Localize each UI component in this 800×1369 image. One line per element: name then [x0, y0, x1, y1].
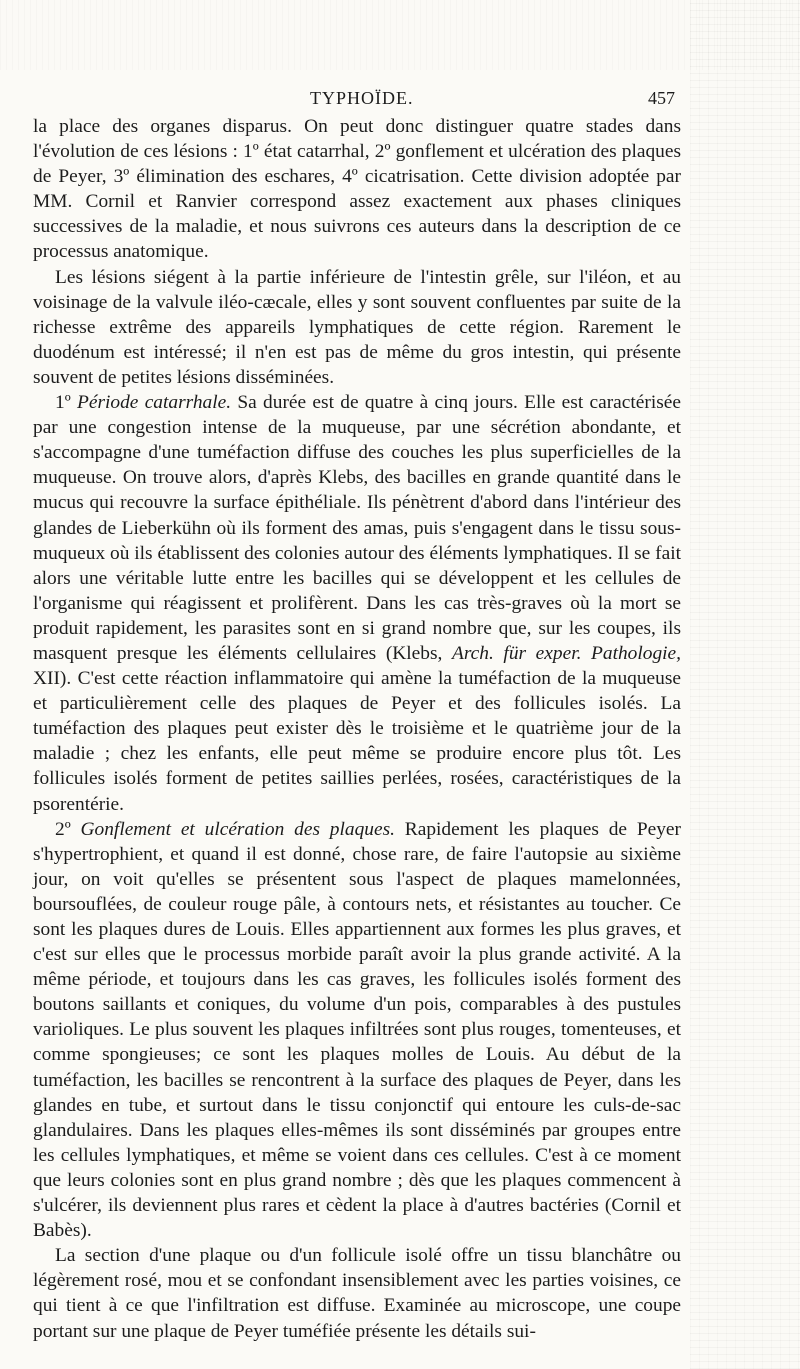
scan-right-margin-noise: [690, 0, 800, 1369]
paragraph-3-text-b: XII). C'est cette réaction inflammatoire qui amène la tuméfaction de la muqueuse et particulièrement celle des plaques de Peyer et des follicules isolés. La tuméfaction des plaques peut exister dès le troisième et le quatrième jour de la maladie ; chez les enfants, elle peut même se produire encore plus tôt. Les follicules isolés forment de petites saillies perlées, rosées, caractéristiques de la psorentérie.: [33, 668, 681, 815]
scan-top-margin: [0, 0, 800, 70]
citation-journal-title: Arch. für exper. Pathologie,: [452, 642, 681, 664]
paragraph-5: La section d'une plaque ou d'un follicule isolé offre un tissu blanchâtre ou légèrement rosé, mou et se confondant insensiblement avec les parties voisines, ce qui tient à ce que l'infiltration est diffuse. Examinée au microscope, une coupe portant sur une plaque de Peyer tuméfiée présente les détails sui-: [33, 1245, 681, 1342]
paragraph-4-text: Rapidement les plaques de Peyer s'hypertrophient, et quand il est donné, chose rare, de faire l'autopsie au sixième jour, on voit qu'elles se présentent sous l'aspect de plaques mamelonnées, boursouflées, de couleur rouge pâle, à contours nets, et résistantes au toucher. Ce sont les plaques dures de Louis. Elles appartiennent aux formes les plus graves, et c'est sur elles que le processus morbide paraît avoir la plus grande activité. A la même période, et toujours dans les cas graves, les follicules isolés forment des boutons saillants et coniques, du volume d'un pois, comparables à des pustules varioliques. Le plus souvent les plaques infiltrées sont plus rouges, tomenteuses, et comme spongieuses; ce sont les plaques molles de Louis. Au début de la tuméfaction, les bacilles se rencontrent à la surface des plaques de Peyer, dans les glandes en tube, et surtout dans le tissu conjonctif qui entoure les culs-de-sac glandulaires. Dans les plaques elles-mêmes ils sont disséminés par groupes entre les cellules lymphatiques, et même se voient dans ces cellules. C'est à ce moment que leurs colonies sont en plus grand nombre ; dès que les plaques commencent à s'ulcérer, ils deviennent plus rares et cèdent la place à d'autres bactéries (Cornil et Babès).: [33, 818, 681, 1242]
running-title: TYPHOÏDE.: [310, 88, 414, 108]
paragraph-3: [33, 390, 681, 817]
page-header: [0, 88, 690, 114]
section-number-1: 1º: [55, 392, 78, 414]
section-number-2: 2º: [55, 818, 81, 840]
section-heading-periode-catarrhale: Période catarrhale.: [77, 392, 232, 414]
paragraph-4: [33, 817, 681, 1244]
paragraph-3-text-a: Sa durée est de quatre à cinq jours. Elle est caractérisée par une congestion intense de la muqueuse, par une sécrétion abondante, et s'accompagne d'une tuméfaction diffuse des couches les plus superficielles de la muqueuse. On trouve alors, d'après Klebs, des bacilles en grande quantité dans le mucus qui recouvre la surface épithéliale. Ils pénètrent d'abord dans l'intérieur des glandes de Lieberkühn où ils forment des amas, puis s'engagent dans le tissu sous-muqueux où ils établissent des colonies autour des éléments lymphatiques. Il se fait alors une véritable lutte entre les bacilles qui se développent et les cellules de l'organisme qui réagissent et prolifèrent. Dans les cas très-graves où la mort se produit rapidement, les parasites sont en si grand nombre que, sur les coupes, ils masquent presque les éléments cellulaires (Klebs,: [33, 392, 681, 664]
paragraph-2: Les lésions siégent à la partie inférieure de l'intestin grêle, sur l'iléon, et au voisinage de la valvule iléo-cæcale, elles y sont souvent confluentes par suite de la richesse extrême des appareils lymphatiques de cette région. Rarement le duodénum est intéressé; il n'en est pas de même du gros intestin, qui présente souvent de petites lésions disséminées.: [33, 266, 681, 388]
paragraph-1: la place des organes disparus. On peut donc distinguer quatre stades dans l'évolution de ces lésions : 1º état catarrhal, 2º gonflement et ulcération des plaques de Peyer, 3º élimination des eschares, 4º cicatrisation. Cette division adoptée par MM. Cornil et Ranvier correspond assez exactement aux phases cliniques successives de la maladie, et nous suivrons ces auteurs dans la description de ce processus anatomique.: [33, 116, 681, 263]
section-heading-gonflement: Gonflement et ulcération des plaques.: [80, 818, 395, 840]
body-text: [33, 114, 681, 1344]
page-number: 457: [648, 88, 675, 108]
